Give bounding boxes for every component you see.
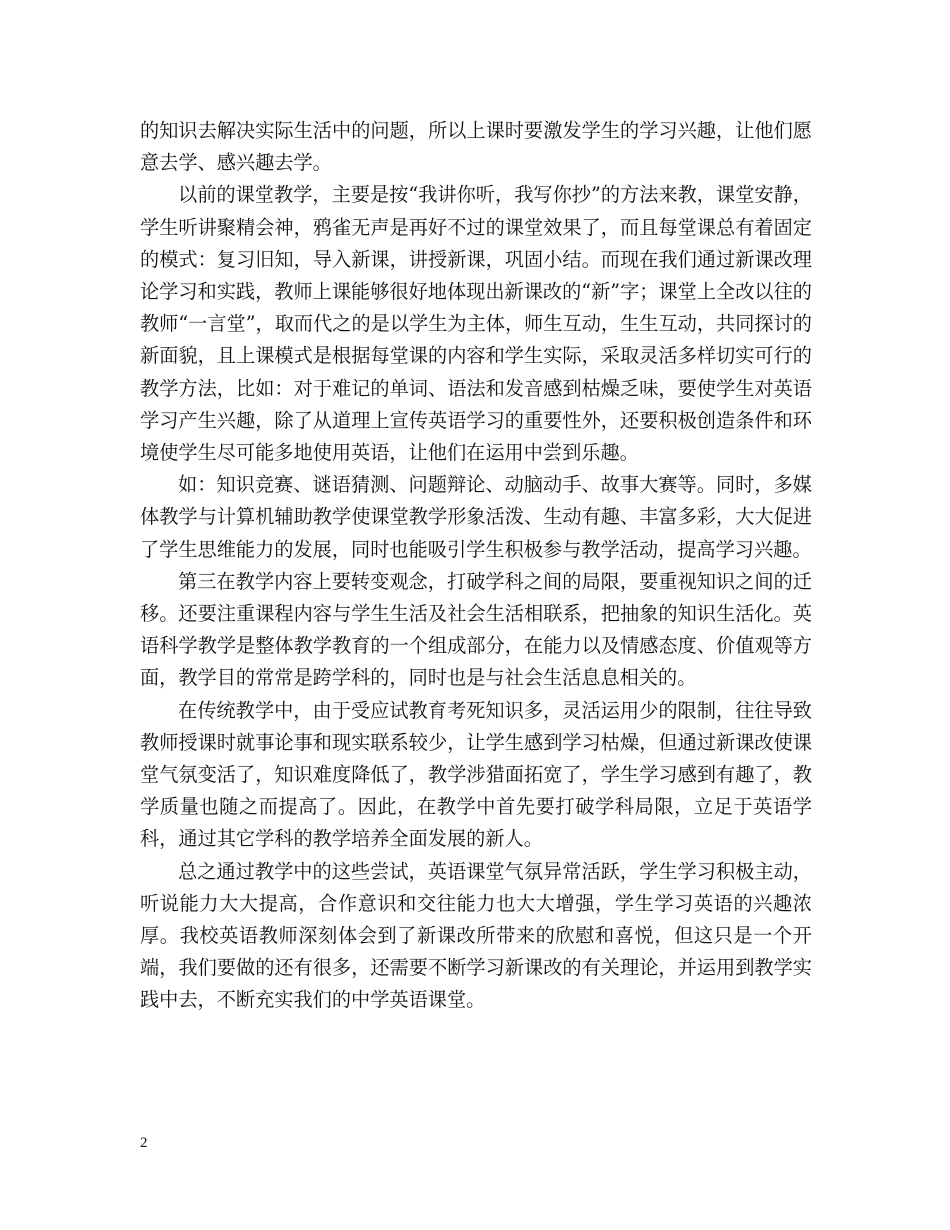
document-body xyxy=(140,115,812,1017)
paragraph-content-change: 第三在教学内容上要转变观念，打破学科之间的局限，要重视知识之间的迁移。还要注重课程内容与学生生活及社会生活相联系，把抽象的知识生活化。英语科学教学是整体教学教育的一个组成部分，在能力以及情感态度、价值观等方面，教学目的常常是跨学科的，同时也是与社会生活息息相关的。 xyxy=(140,569,812,690)
page-number: 2 xyxy=(140,1135,148,1151)
paragraph-continuation: 的知识去解决实际生活中的问题，所以上课时要激发学生的学习兴趣，让他们愿意去学、感兴趣去学。 xyxy=(140,119,812,175)
paragraph-activities: 如：知识竞赛、谜语猜测、问题辩论、动脑动手、故事大赛等。同时，多媒体教学与计算机辅助教学使课堂教学形象活泼、生动有趣、丰富多彩，大大促进了学生思维能力的发展，同时也能吸引学生积极参与教学活动，提高学习兴趣。 xyxy=(140,473,812,561)
paragraph-conclusion: 总之通过教学中的这些尝试，英语课堂气氛异常活跃，学生学习积极主动，听说能力大大提高，合作意识和交往能力也大大增强，学生学习英语的兴趣浓厚。我校英语教师深刻体会到了新课改所带来的欣慰和喜悦，但这只是一个开端，我们要做的还有很多，还需要不断学习新课改的有关理论，并运用到教学实践中去，不断充实我们的中学英语课堂。 xyxy=(140,859,812,1012)
paragraph-traditional-limits: 在传统教学中，由于受应试教育考死知识多，灵活运用少的限制，往往导致教师授课时就事论事和现实联系较少，让学生感到学习枯燥，但通过新课改使课堂气氛变活了，知识难度降低了，教学涉猎面拓宽了，学生学习感到有趣了，教学质量也随之而提高了。因此，在教学中首先要打破学科局限，立足于英语学科，通过其它学科的教学培养全面发展的新人。 xyxy=(140,698,812,851)
paragraph-traditional-teaching: 以前的课堂教学，主要是按“我讲你听，我写你抄”的方法来教，课堂安静，学生听讲聚精会神，鸦雀无声是再好不过的课堂效果了，而且每堂课总有着固定的模式：复习旧知，导入新课，讲授新课，巩固小结。而现在我们通过新课改理论学习和实践，教师上课能够很好地体现出新课改的“新”字；课堂上全改以往的教师“一言堂”，取而代之的是以学生为主体，师生互动，生生互动，共同探讨的新面貌，且上课模式是根据每堂课的内容和学生实际，采取灵活多样切实可行的教学方法，比如：对于难记的单词、语法和发音感到枯燥乏味，要使学生对英语学习产生兴趣，除了从道理上宣传英语学习的重要性外，还要积极创造条件和环境使学生尽可能多地使用英语，让他们在运用中尝到乐趣。 xyxy=(140,183,812,465)
